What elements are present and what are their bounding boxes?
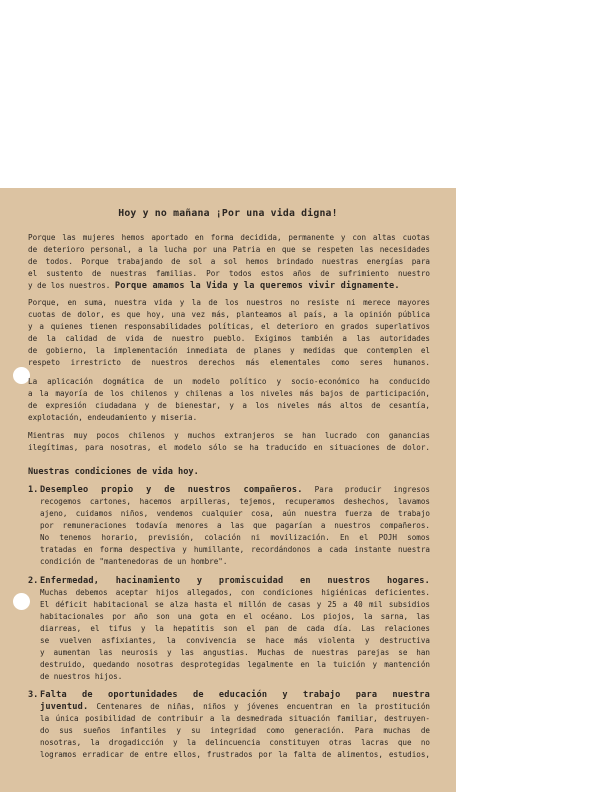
item-heading: Desempleo propio y de nuestros compañeros.: [40, 485, 303, 495]
body-line: de todos. Porque trabajando de sol a sol hemos brindado nuestras energías para: [28, 257, 430, 266]
body-line: y a quienes tienen responsabilidades políticas, el deterioro en grados superlativos: [28, 322, 430, 331]
item-heading: Enfermedad, hacinamiento y promiscuidad en nuestros hogares.: [40, 576, 430, 586]
document-page: [0, 188, 456, 792]
item-heading: Falta de oportunidades de educación y trabajo para nuestra: [40, 690, 430, 700]
body-line: de deterioro personal, a la lucha por una Patria en que se respeten las necesidades: [28, 245, 430, 254]
body-line: la única posibilidad de contribuir a la desmedrada situación familiar, destruyen-: [40, 714, 430, 723]
body-line: No tenemos horario, previsión, colación ni movilización. En el POJH somos: [40, 533, 430, 542]
body-line: se vuelven asfixiantes, la convivencia se hace más violenta y destructiva: [40, 636, 430, 645]
item-number: 2.: [28, 576, 39, 586]
emphasis-text: Porque amamos la Vida y la queremos vivir dignamente.: [114, 281, 400, 291]
body-line: nosotras, la drogadicción y la delincuencia constituyen otras lacras que no: [40, 738, 430, 747]
item-heading-line: [40, 702, 430, 712]
body-line: Muchas debemos aceptar hijos allegados, con condiciones higiénicas deficientes.: [40, 588, 430, 597]
body-line: recogemos cartones, hacemos arpilleras, tejemos, recuperamos deshechos, lavamos: [40, 497, 430, 506]
body-line: el sustento de nuestras familias. Por todos estos años de sufrimiento nuestro: [28, 269, 430, 278]
body-line: de la calidad de vida de nuestro pueblo. Exigimos también a las autoridades: [28, 334, 430, 343]
body-line: [28, 281, 430, 291]
section-heading: Nuestras condiciones de vida hoy.: [28, 467, 199, 477]
body-line: por remuneraciones todavía menores a las que pagarían a nuestros compañeros.: [40, 521, 430, 530]
body-line: explotación, endeudamiento y miseria.: [28, 413, 198, 422]
item-number: 3.: [28, 690, 39, 700]
body-text: Para producir ingresos: [314, 485, 430, 494]
body-line: Porque las mujeres hemos aportado en forma decidida, permanente y con altas cuotas: [28, 233, 430, 242]
item-heading: juventud.: [40, 702, 89, 712]
document-title: Hoy y no mañana ¡Por una vida digna!: [118, 208, 338, 219]
body-text: Centenares de niñas, niños y jóvenes encuentran en la prostitución: [96, 702, 430, 711]
body-line: de nuestros hijos.: [40, 672, 123, 681]
body-line: ajeno, cuidamos niños, vendemos cualquier cosa, aún nuestra fuerza de trabajo: [40, 509, 430, 518]
body-line: logramos erradicar de entre ellos, frustrados por la falta de alimentos, estudios,: [40, 750, 430, 759]
body-line: El déficit habitacional se alza hasta el millón de casas y 25 a 40 mil subsidios: [40, 600, 430, 609]
body-line: condición de "mantenedoras de un hombre".: [40, 557, 228, 566]
body-line: diarreas, el tifus y la hepatitis son el pan de cada día. Las relaciones: [40, 624, 430, 633]
body-line: La aplicación dogmática de un modelo político y socio-económico ha conducido: [28, 377, 430, 386]
item-number: 1.: [28, 485, 39, 495]
body-text: y de los nuestros.: [28, 281, 111, 290]
body-line: de gobierno, la implementación inmediata de planes y medidas que contemplen el: [28, 346, 430, 355]
body-line: tratadas en forma despectiva y humillante, recordándonos a cada instante nuestra: [40, 545, 430, 554]
body-line: destruido, quedando nosotras desprotegidas legalmente en la tuición y mantención: [40, 660, 430, 669]
punch-hole: [13, 593, 30, 610]
body-line: y aumentan las neurosis y las angustias. Muchas de nuestras parejas se han: [40, 648, 430, 657]
body-line: a la mayoría de los chilenos y chilenas a los niveles más bajos de participación,: [28, 389, 430, 398]
body-line: habitacionales por año son una gota en el océano. Los piojos, la sarna, las: [40, 612, 430, 621]
item-heading-line: [40, 485, 430, 495]
body-line: cuotas de dolor, es que hoy, una vez más, planteamos al país, a la opinión pública: [28, 310, 430, 319]
body-line: do sus sueños infantiles y su integridad como generación. Para muchas de: [40, 726, 430, 735]
body-line: Porque, en suma, nuestra vida y la de los nuestros no resiste ni merece mayores: [28, 298, 430, 307]
body-line: respeto irrestricto de nuestros derechos más elementales como seres humanos.: [28, 358, 430, 367]
body-line: ilegítimas, para nosotras, el modelo sólo se ha traducido en situaciones de dolor.: [28, 443, 430, 452]
body-line: de expresión ciudadana y de bienestar, y a los niveles más altos de cesantía,: [28, 401, 430, 410]
body-line: Mientras muy pocos chilenos y muchos extranjeros se han lucrado con ganancias: [28, 431, 430, 440]
